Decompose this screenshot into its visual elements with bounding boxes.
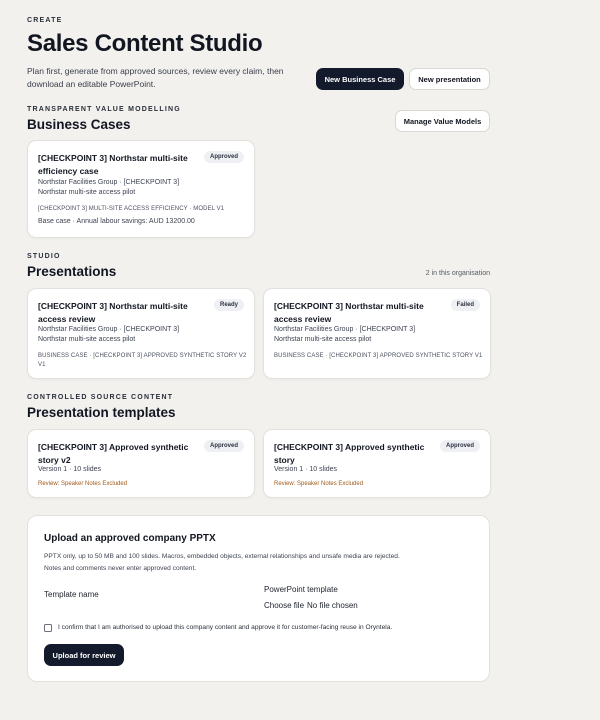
manage-value-models-button[interactable]: Manage Value Models bbox=[395, 110, 490, 132]
upload-template-card bbox=[27, 515, 490, 682]
template-card[interactable] bbox=[27, 429, 255, 498]
presentation-meta-line-2: V1 bbox=[38, 362, 46, 368]
template-card[interactable] bbox=[263, 429, 491, 498]
presentation-org bbox=[38, 325, 179, 345]
confirm-text: I confirm that I am authorised to upload this company content and approve it for customer-facing reuse in Oryntela. bbox=[58, 624, 393, 631]
presentation-title-line-2: access review bbox=[274, 313, 332, 324]
presentation-card[interactable] bbox=[27, 288, 255, 379]
template-title-line-1: [CHECKPOINT 3] Approved synthetic bbox=[274, 442, 425, 452]
templates-title: Presentation templates bbox=[27, 405, 176, 420]
presentation-meta bbox=[38, 352, 246, 370]
presentation-title bbox=[38, 300, 198, 325]
file-input[interactable] bbox=[264, 601, 358, 610]
templates-eyebrow: CONTROLLED SOURCE CONTENT bbox=[27, 394, 174, 401]
business-cases-title: Business Cases bbox=[27, 117, 131, 132]
status-badge: Ready bbox=[214, 299, 244, 311]
presentation-card[interactable] bbox=[263, 288, 491, 379]
template-version: Version 1 · 10 slides bbox=[38, 466, 102, 473]
presentation-meta-line-1: BUSINESS CASE · [CHECKPOINT 3] APPROVED SYNTHETIC STORY V2 bbox=[38, 353, 247, 359]
presentation-title-line-1: [CHECKPOINT 3] Northstar multi-site bbox=[274, 301, 424, 311]
status-badge: Failed bbox=[451, 299, 480, 311]
upload-description-line-1: PPTX only, up to 50 MB and 100 slides. Macros, embedded objects, external relationships and unsafe media are rejected. bbox=[44, 553, 400, 560]
presentations-title: Presentations bbox=[27, 264, 117, 279]
presentation-org-line-2: Northstar multi-site access pilot bbox=[38, 336, 136, 343]
template-review-status: Review: Speaker Notes Excluded bbox=[274, 481, 364, 487]
template-title-line-2: story bbox=[274, 454, 295, 465]
new-presentation-button[interactable]: New presentation bbox=[409, 68, 490, 90]
business-case-title-line-2: efficiency case bbox=[38, 165, 99, 176]
template-title bbox=[274, 441, 434, 466]
status-badge: Approved bbox=[440, 440, 480, 452]
template-title-line-1: [CHECKPOINT 3] Approved synthetic bbox=[38, 442, 189, 452]
page-subtitle bbox=[27, 65, 284, 91]
template-title-line-2: story v2 bbox=[38, 454, 71, 465]
business-case-detail: Base case · Annual labour savings: AUD 13200.00 bbox=[38, 218, 195, 225]
template-version: Version 1 · 10 slides bbox=[274, 466, 338, 473]
business-cases-eyebrow: TRANSPARENT VALUE MODELLING bbox=[27, 106, 181, 113]
presentations-count: 2 in this organisation bbox=[425, 270, 490, 277]
presentation-org-line-2: Northstar multi-site access pilot bbox=[274, 336, 372, 343]
presentation-org bbox=[274, 325, 415, 345]
presentation-title-line-2: access review bbox=[38, 313, 96, 324]
business-case-meta: [CHECKPOINT 3] MULTI-SITE ACCESS EFFICIENCY · MODEL V1 bbox=[38, 206, 225, 212]
file-status-text: No file chosen bbox=[307, 601, 358, 610]
business-case-org-line-1: Northstar Facilities Group · [CHECKPOINT 3] bbox=[38, 179, 180, 186]
upload-title: Upload an approved company PPTX bbox=[44, 533, 216, 544]
business-case-title-line-1: [CHECKPOINT 3] Northstar multi-site bbox=[38, 153, 188, 163]
template-title bbox=[38, 441, 198, 466]
presentation-title-line-1: [CHECKPOINT 3] Northstar multi-site bbox=[38, 301, 188, 311]
page-subtitle-line-1: Plan first, generate from approved sources, review every claim, then bbox=[27, 66, 284, 76]
confirm-checkbox[interactable] bbox=[44, 624, 52, 632]
choose-file-button[interactable]: Choose file bbox=[264, 601, 305, 610]
upload-for-review-button[interactable]: Upload for review bbox=[44, 644, 124, 666]
presentation-org-line-1: Northstar Facilities Group · [CHECKPOINT 3] bbox=[38, 326, 180, 333]
powerpoint-template-label: PowerPoint template bbox=[264, 585, 338, 594]
presentation-org-line-1: Northstar Facilities Group · [CHECKPOINT 3] bbox=[274, 326, 416, 333]
page-subtitle-line-2: download an editable PowerPoint. bbox=[27, 79, 156, 89]
template-name-label: Template name bbox=[44, 590, 99, 599]
business-case-org-line-2: Northstar multi-site access pilot bbox=[38, 189, 136, 196]
presentation-title bbox=[274, 300, 434, 325]
presentation-meta bbox=[274, 352, 482, 361]
upload-description-line-2: Notes and comments never enter approved content. bbox=[44, 565, 197, 572]
page-title: Sales Content Studio bbox=[27, 30, 263, 57]
status-badge: Approved bbox=[204, 440, 244, 452]
business-case-card[interactable] bbox=[27, 140, 255, 238]
status-badge: Approved bbox=[204, 151, 244, 163]
business-case-org bbox=[38, 178, 179, 198]
upload-description bbox=[44, 551, 484, 575]
template-review-status: Review: Speaker Notes Excluded bbox=[38, 481, 128, 487]
new-business-case-button[interactable]: New Business Case bbox=[316, 68, 404, 90]
presentation-meta-line-1: BUSINESS CASE · [CHECKPOINT 3] APPROVED SYNTHETIC STORY V1 bbox=[274, 353, 483, 359]
presentations-eyebrow: STUDIO bbox=[27, 253, 61, 260]
business-case-title bbox=[38, 152, 198, 177]
create-eyebrow: CREATE bbox=[27, 17, 63, 24]
